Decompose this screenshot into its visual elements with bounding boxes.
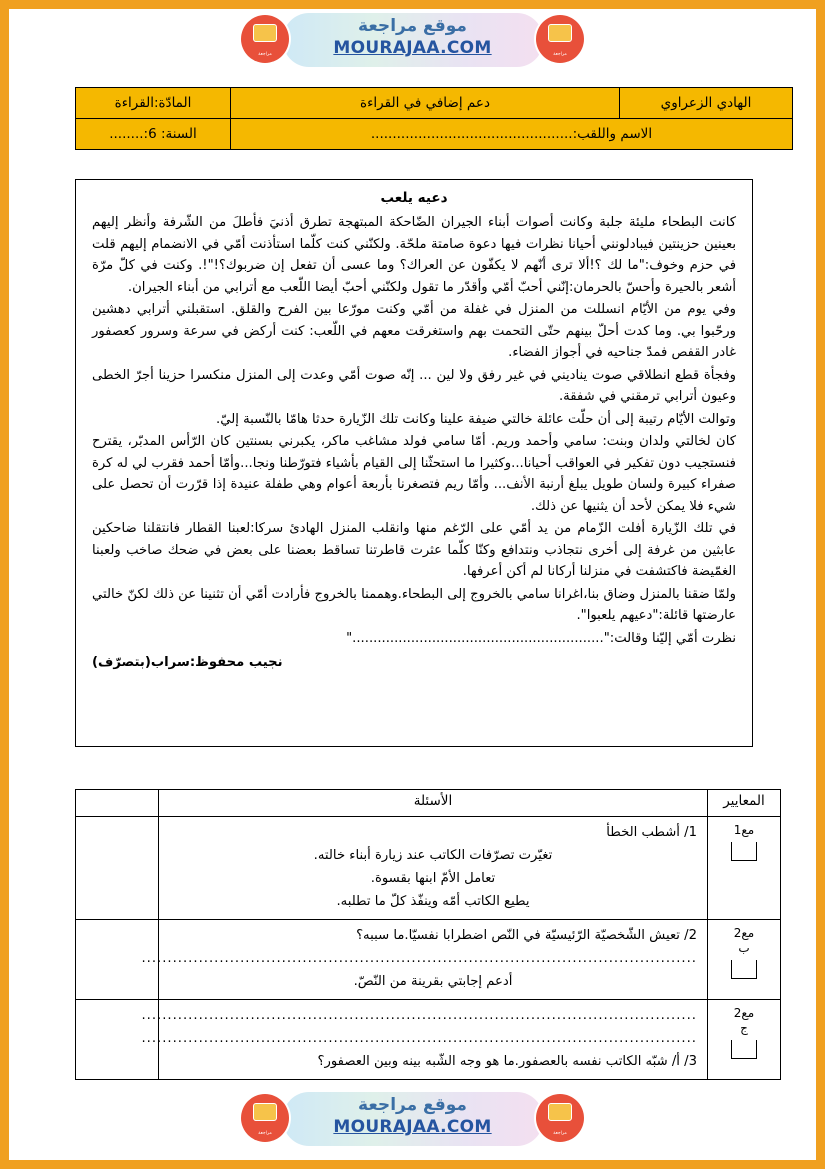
logo-label: مراجعة [553,52,567,57]
logo-glyph-icon [548,24,572,42]
site-logo-icon [536,15,584,63]
criterion-label: مع2 [733,926,755,940]
question-line: يطيع الكاتب أمّه وينفّذ كلّ ما تطلبه. [336,894,530,909]
table-row [76,1000,781,1080]
criteria-header: المعايير [708,790,781,817]
criterion-label: مع2 [733,1006,755,1020]
banner-url: MOURAJAA.COM [333,38,492,58]
text-paragraph: في تلك الزّيارة أفلت الزّمام من يد أمّي على الرّغم منها وانقلب المنزل الهادئ سركا:لعبنا القطار فانتقلنا ضاحكين عابثين من غرفة إلى أخرى نتجاذب ونتدافع وكنّا كلّما عثرت قاطرتنا تساقط بعضنا على بعض في ضحك صاخب ولعبنا الغمّيضة فاكتشفت في منزلنا أركانا لم أكن أعرفها. [92,521,736,579]
question-cell [159,817,708,920]
criterion-sublabel: ج [740,1021,748,1035]
criterion-score-box[interactable] [731,842,757,861]
questions-table [75,789,781,1080]
answer-dotted-line[interactable]: ........................................................................................................... [141,951,697,966]
teacher-name-cell: الهادي الزعراوي [620,88,793,119]
text-paragraph: نظرت أمّي إليّنا وقالت:"............................................................" [346,630,736,646]
banner-text [263,1094,563,1138]
site-logo-icon [241,1094,289,1142]
text-title: دعيه يلعب [380,190,448,206]
header-row-top [76,88,793,119]
criterion-sublabel: ب [738,941,750,955]
questions-table-header-row [76,790,781,817]
answer-dotted-line[interactable]: ........................................................................................................... [141,1008,697,1023]
question-line: تعامل الأمّ ابنها بقسوة. [370,871,496,886]
header-row-bottom [76,119,793,150]
table-row [76,920,781,1000]
site-logo-icon [241,15,289,63]
text-paragraph: كان لخالتي ولدان وبنت: سامي وأحمد وريم. أمّا سامي فولد مشاغب ماكر، يكبرني بسنتين كان الرّأس المدبّر، يقترح فنستجيب دون تفكير في العواقب أحيانا...وكثيرا ما استحثّنا إلى القيام بأشياء فتورّطنا ونجا...وأمّا أحمد فقرب لي له كرة صفراء كبيرة ولسان طويل يبلغ أرنبة الأنف... وأمّا ريم فتصغرنا بأربعة أعوام وهي طفلة عنيدة إذا قرّرت أن تحصل على شيء فلا يمكن لأحد أن يثنيها عن ذلك. [92,434,736,514]
logo-label: مراجعة [258,52,272,57]
blank-header [76,790,159,817]
question-cell [141,920,708,1000]
text-paragraph: وتوالت الأيّام رتيبة إلى أن حلّت عائلة خالتي ضيفة علينا وكانت تلك الزّيارة حدثا هامّا بالنّسبة إليّ. [216,411,736,427]
questions-header: الأسئلة [159,790,708,817]
banner-title-ar: موقع مراجعة [358,16,467,36]
question-line: 2/ تعيش الشّخصيّة الرّئيسيّة في النّص اضطرابا نفسيّا.ما سببه؟ [356,928,697,943]
question-cell [141,1000,708,1080]
subject-cell: المادّة:القراءة [76,88,231,119]
top-watermark-banner [9,9,816,71]
year-cell: السنة: 6:........ [76,119,231,150]
text-paragraph: ولمّا ضقنا بالمنزل وضاق بنا،اغرانا سامي بالخروج إلى البطحاء.وهممنا بالخروج فأرادت أمّي أن تثنينا عن ذلك لكنّ خالتي عارضتها قائلة:"دعيهم يلعبوا". [92,586,736,623]
question-line: أدعم إجابتي بقرينة من النّصّ. [353,974,513,989]
logo-glyph-icon [253,24,277,42]
question-line: تغيّرت تصرّفات الكاتب عند زيارة أبناء خالته. [313,848,553,863]
answer-dotted-line[interactable]: ........................................................................................................... [141,1031,697,1046]
text-paragraph: وفي يوم من الأيّام انسللت من المنزل في غفلة من أمّي وكنت مورّعا بين الفرح والقلق. استقبلني أترابي دهشين ورحّبوا بي. وما كدت أحلّ بينهم حتّى التحمت بهم واستغرقت معهم في اللّعب: كنت أركض في سرعة وسرور كعصفور غادر القفص فمدّ جناحيه في أجواز الفضاء. [92,302,736,360]
logo-glyph-icon [548,1103,572,1121]
banner-text [263,15,563,59]
text-paragraph: وفجأة قطع انطلاقي صوت يناديني في غير رفق ولا لين ... إنّه صوت أمّي وعدت إلى المنزل منكسرا حزينا أجرّ الخطى وعيون أترابي ترمقني في شفقة. [92,367,736,404]
criterion-label: مع1 [733,823,755,837]
text-paragraph: كانت البطحاء مليئة جلبة وكانت أصوات أبناء الجيران الضّاحكة المبتهجة تطرق أذنيَ فأطلَ من الشّرفة وأنظر إليهم بعينين حزينتين فيبادلونني أحيانا نظرات فيها دعوة صامتة ملحّة. ولكنّني كنت كلّما استأذنت أمّي في الانضمام إليهم قلت في حزم وخوف:"ما لك ؟!ألا ترى أنّهم لا يكفّون عن العراك؟ وما عسى أن تفعل إن ضربوك؟!"!. وكنت في كلّ مرّة أشعر بالحيرة وأحسّ بالحرمان:إنّني أحبّ أمّي وأقدّر ما تقول ولكنّني أحبّ أيضا اللّعب مع أترابي من أبناء الجيران. [92,215,736,295]
header-table [75,87,793,150]
reading-text-box [75,179,753,747]
document-page [9,9,816,1160]
criterion-cell [708,920,781,1000]
criterion-cell [708,817,781,920]
worksheet-title-cell: دعم إضافي في القراءة [231,88,620,119]
text-author: نجيب محفوظ:سراب(بتصرّف) [92,655,283,670]
table-row [76,817,781,920]
bottom-watermark-banner [9,1088,816,1150]
criterion-score-box[interactable] [731,1040,757,1059]
question-line: 3/ أ/ شبّه الكاتب نفسه بالعصفور.ما هو وجه الشّبه بينه وبين العصفور؟ [317,1054,697,1069]
criterion-cell [708,1000,781,1080]
criterion-score-box[interactable] [731,960,757,979]
answer-space-cell[interactable] [76,817,159,920]
logo-label: مراجعة [258,1131,272,1136]
site-logo-icon [536,1094,584,1142]
banner-title-ar: موقع مراجعة [358,1095,467,1115]
banner-url: MOURAJAA.COM [333,1117,492,1137]
student-name-cell: الاسم واللقب:............................................... [231,119,793,150]
logo-glyph-icon [253,1103,277,1121]
question-line: 1/ أشطب الخطأ [606,825,697,840]
logo-label: مراجعة [553,1131,567,1136]
